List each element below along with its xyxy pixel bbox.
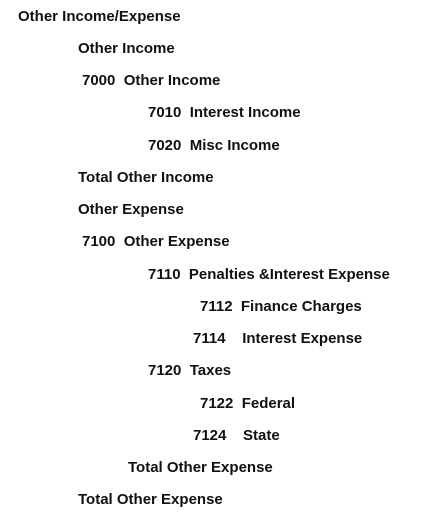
account-row-7114: 7114 Interest Expense (193, 330, 363, 347)
account-row-7124: 7124 State (193, 427, 280, 444)
account-row-other-income-header: Other Income (78, 40, 175, 57)
account-row-7000: 7000 Other Income (82, 72, 221, 89)
account-row-7120: 7120 Taxes (148, 362, 232, 379)
account-row-7112: 7112 Finance Charges (200, 298, 362, 315)
account-row-other-expense-header: Other Expense (78, 201, 184, 218)
account-row-7110: 7110 Penalties &Interest Expense (148, 266, 390, 283)
account-row-total-other-income: Total Other Income (78, 169, 214, 186)
account-row-other-income-expense: Other Income/Expense (18, 8, 181, 25)
account-row-7020: 7020 Misc Income (148, 137, 280, 154)
account-row-total-other-expense-inner: Total Other Expense (128, 459, 273, 476)
account-row-total-other-expense-outer: Total Other Expense (78, 491, 223, 508)
account-row-7010: 7010 Interest Income (148, 104, 301, 121)
account-row-7100: 7100 Other Expense (82, 233, 230, 250)
account-row-7122: 7122 Federal (200, 395, 296, 412)
